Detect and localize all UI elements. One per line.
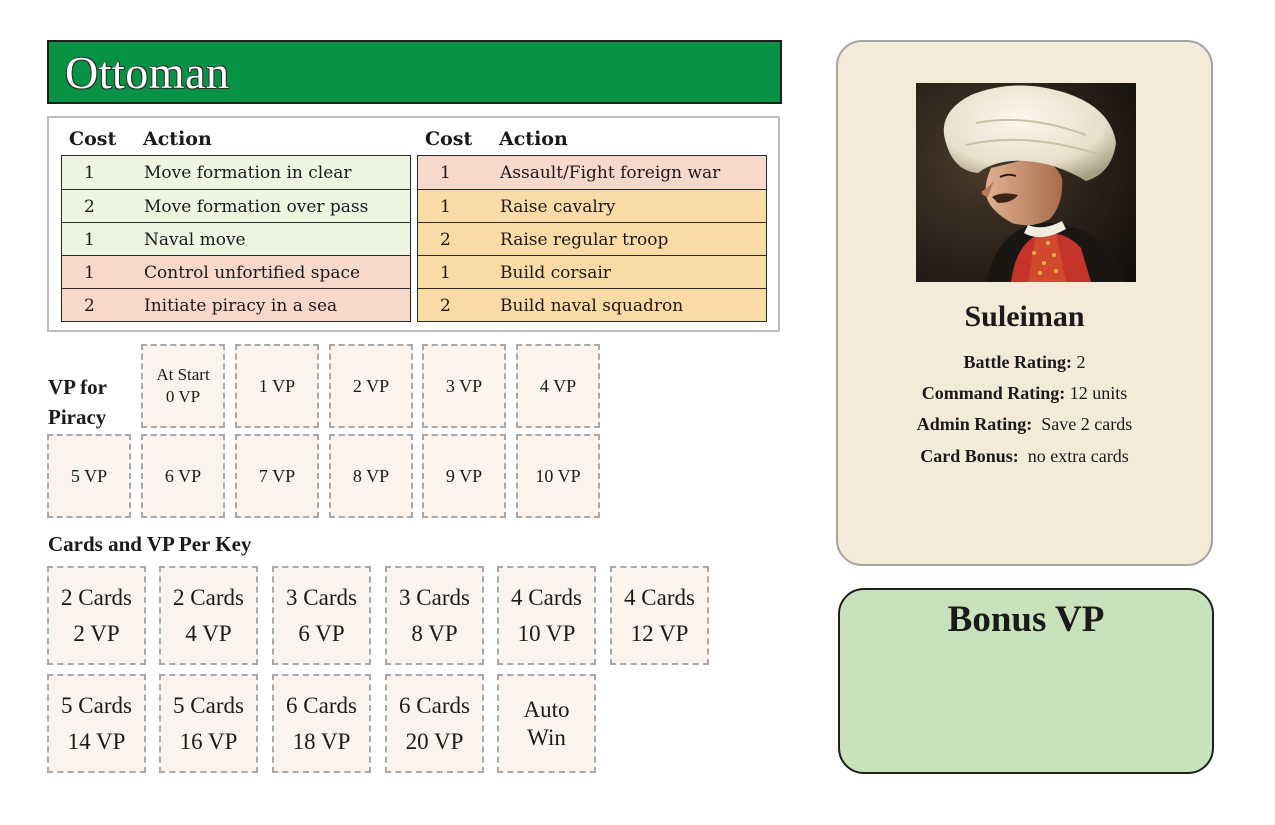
piracy-track-space[interactable] [329,434,413,518]
key-vp: 16 VP [179,728,238,754]
action-column-right [417,118,767,322]
piracy-track-space[interactable] [516,344,600,428]
action-column-left [61,118,411,322]
key-vp: 8 VP [411,620,458,646]
row-action: Build corsair [500,263,611,283]
battle-rating-label: Battle Rating: [963,352,1072,372]
bonus-vp-box[interactable] [838,588,1214,774]
auto-win-space[interactable] [497,674,596,773]
table-row [418,288,766,321]
piracy-vp-value: 5 VP [70,465,108,486]
cost-header: Cost [425,128,473,150]
cards-vp-label: Cards and VP Per Key [48,532,252,556]
card-bonus-value: no extra cards [1027,446,1129,466]
key-vp: 18 VP [292,728,351,754]
admin-rating-label: Admin Rating: [916,414,1033,434]
row-cost: 1 [440,263,451,283]
command-rating-value: 12 units [1069,383,1128,403]
row-cost: 1 [84,263,95,283]
table-row [418,189,766,222]
key-vp: 6 VP [298,620,345,646]
key-track-space[interactable] [272,674,371,773]
key-vp: 12 VP [630,620,689,646]
key-track-space[interactable] [497,566,596,665]
row-cost: 2 [440,296,451,316]
table-header [417,118,767,155]
row-action: Move formation in clear [144,163,352,183]
row-cost: 1 [84,230,95,250]
auto-win-line1: Auto [523,696,570,722]
key-vp: 20 VP [405,728,464,754]
table-row [62,255,410,288]
card-bonus-label: Card Bonus: [920,446,1019,466]
action-header: Action [143,128,212,150]
key-vp: 10 VP [517,620,576,646]
piracy-vp-value: 1 VP [258,375,296,396]
piracy-track-space[interactable] [422,434,506,518]
key-cards: 5 Cards [173,692,244,718]
action-header: Action [499,128,568,150]
key-cards: 6 Cards [286,692,357,718]
piracy-vp-value: 9 VP [445,465,483,486]
key-cards: 6 Cards [399,692,470,718]
key-vp: 14 VP [67,728,126,754]
table-row [418,222,766,255]
piracy-track-start-space[interactable] [141,344,225,428]
key-cards: 3 Cards [399,584,470,610]
card-bonus [838,446,1211,467]
vp-piracy-label [48,372,138,432]
action-rows-left [61,155,411,322]
piracy-track-space[interactable] [516,434,600,518]
row-action: Assault/Fight foreign war [500,163,721,183]
key-track-space[interactable] [159,566,258,665]
leader-portrait [916,83,1136,282]
vp-piracy-label-line1: VP for [48,375,107,399]
table-row [62,189,410,222]
piracy-track-space[interactable] [329,344,413,428]
row-action: Build naval squadron [500,296,684,316]
vp-piracy-label-line2: Piracy [48,405,107,429]
piracy-start-line2: 0 VP [165,387,201,406]
row-cost: 1 [440,197,451,217]
row-action: Naval move [144,230,246,250]
table-row [62,222,410,255]
table-row [418,156,766,189]
table-row [62,288,410,321]
action-rows-right [417,155,767,322]
key-cards: 5 Cards [61,692,132,718]
key-vp: 4 VP [185,620,232,646]
piracy-vp-value: 10 VP [535,465,581,486]
bonus-vp-title: Bonus VP [947,599,1105,640]
table-row [62,156,410,189]
piracy-track-space[interactable] [422,344,506,428]
action-cost-table [47,116,780,332]
battle-rating [838,352,1211,373]
piracy-track-space[interactable] [47,434,131,518]
leader-card [836,40,1213,566]
key-cards: 3 Cards [286,584,357,610]
key-cards: 4 Cards [624,584,695,610]
admin-rating [838,414,1211,435]
row-action: Move formation over pass [144,197,369,217]
command-rating [838,383,1211,404]
key-track-space[interactable] [610,566,709,665]
row-cost: 1 [440,163,451,183]
piracy-track-space[interactable] [235,434,319,518]
key-track-space[interactable] [47,674,146,773]
command-rating-label: Command Rating: [921,383,1066,403]
key-track-space[interactable] [272,566,371,665]
row-action: Raise regular troop [500,230,669,250]
admin-rating-value: Save 2 cards [1041,414,1133,434]
piracy-vp-value: 3 VP [445,375,483,396]
row-action: Control unfortified space [144,263,361,283]
row-action: Raise cavalry [500,197,616,217]
key-track-space[interactable] [159,674,258,773]
piracy-vp-value: 6 VP [164,465,202,486]
row-action: Initiate piracy in a sea [144,296,338,316]
leader-name: Suleiman [964,300,1085,333]
key-track-space[interactable] [385,566,484,665]
piracy-track-space[interactable] [235,344,319,428]
key-cards: 2 Cards [173,584,244,610]
key-cards: 2 Cards [61,584,132,610]
auto-win-line2: Win [527,724,566,750]
piracy-vp-value: 7 VP [258,465,296,486]
piracy-vp-value: 8 VP [352,465,390,486]
piracy-start-line1: At Start [156,365,210,384]
cost-header: Cost [69,128,117,150]
row-cost: 2 [440,230,451,250]
table-header [61,118,411,155]
piracy-track-space[interactable] [141,434,225,518]
key-cards: 4 Cards [511,584,582,610]
piracy-vp-value: 4 VP [539,375,577,396]
row-cost: 2 [84,197,95,217]
piracy-vp-value: 2 VP [352,375,390,396]
key-vp: 2 VP [73,620,120,646]
faction-title: Ottoman [65,46,230,98]
row-cost: 1 [84,163,95,183]
battle-rating-value: 2 [1076,352,1086,372]
key-track-space[interactable] [385,674,484,773]
row-cost: 2 [84,296,95,316]
table-row [418,255,766,288]
portrait-illustration-icon [916,83,1136,282]
faction-title-banner [47,40,782,104]
key-track-space[interactable] [47,566,146,665]
